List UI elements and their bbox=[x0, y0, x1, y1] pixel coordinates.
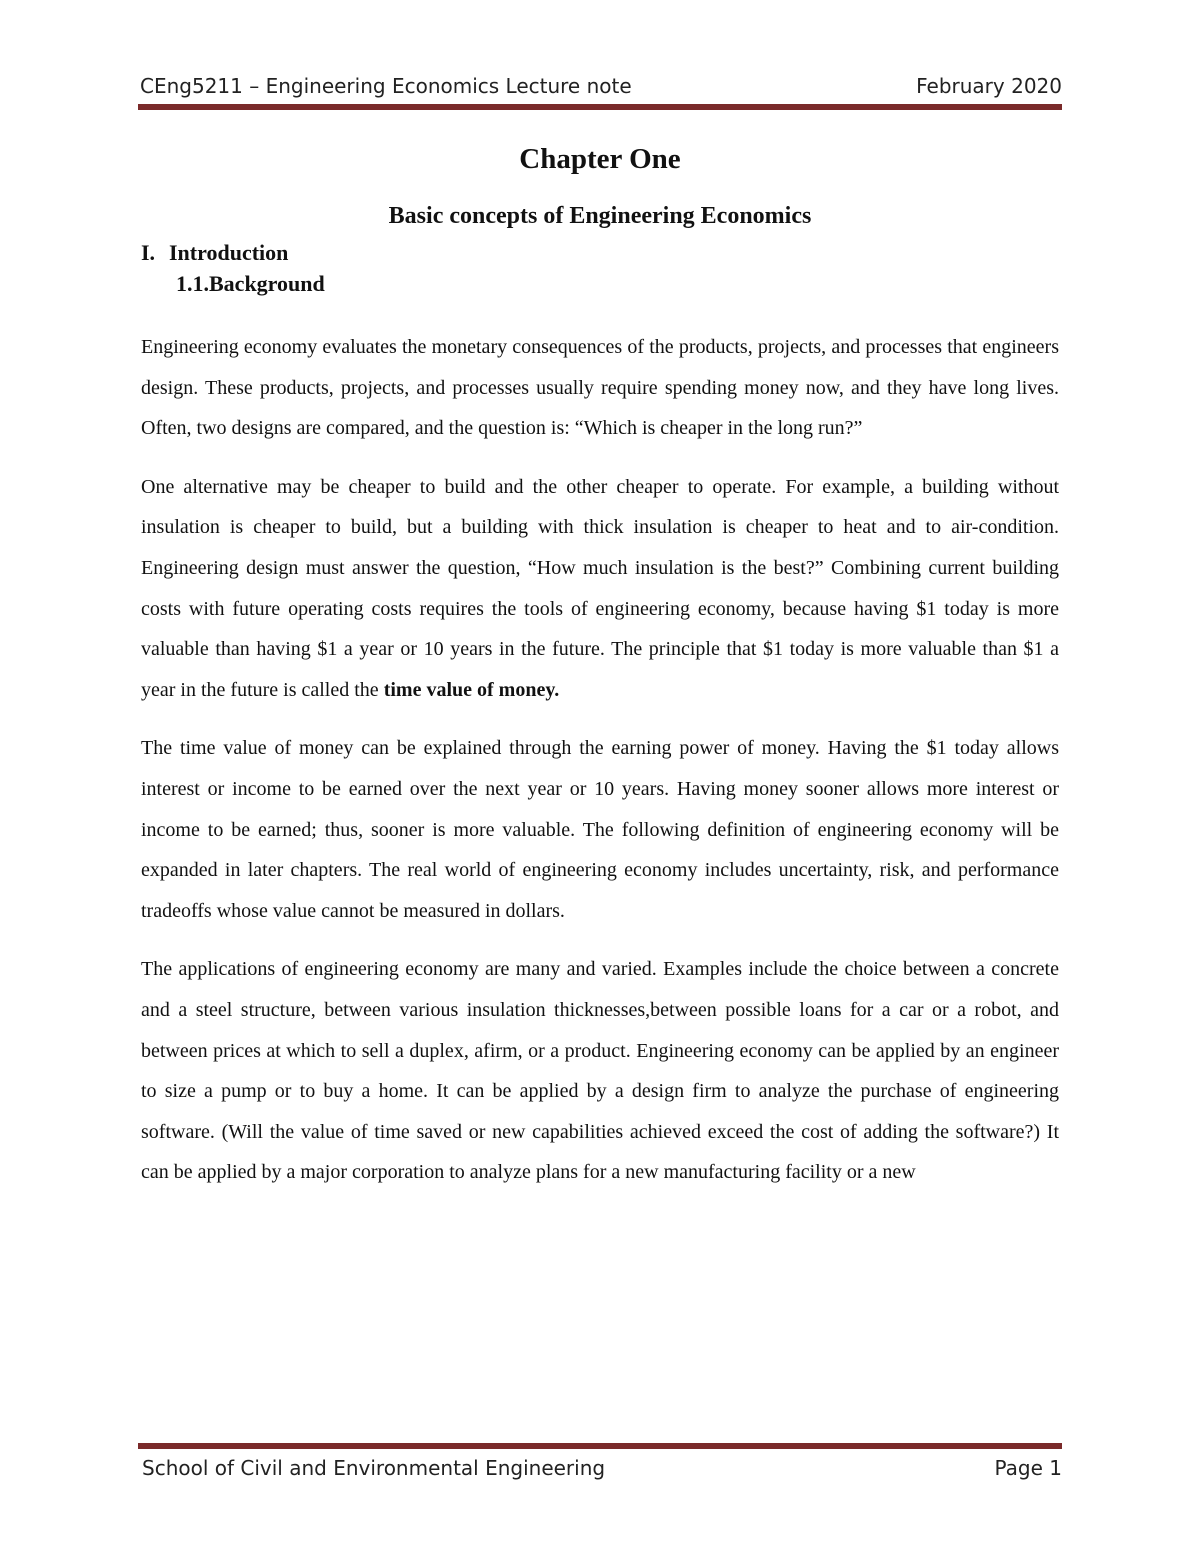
page-header bbox=[140, 72, 1062, 102]
time-value-term: time value of money. bbox=[383, 678, 560, 701]
page-footer bbox=[140, 1455, 1062, 1485]
paragraph-4: The applications of engineering economy are many and varied. Examples include the choice between a concrete and a steel structure, between various insulation thicknesses,between possible loans for a car or a robot, and between prices at which to sell a duplex, afirm, or a product. Engineering economy can be applied by an engineer to size a pump or to buy a home. It can be applied by a design firm to analyze the purchase of engineering software. (Will the value of time saved or new capabilities achieved exceed the cost of adding the software?) It can be applied by a major corporation to analyze plans for a new manufacturing facility or a new bbox=[141, 958, 1059, 1184]
page-number: Page 1 bbox=[994, 1456, 1062, 1480]
section-title: Introduction bbox=[169, 240, 289, 265]
chapter-title: Chapter One bbox=[519, 143, 681, 175]
header-date: February 2020 bbox=[916, 74, 1062, 98]
chapter-subtitle: Basic concepts of Engineering Economics bbox=[388, 203, 812, 229]
subsection-heading: 1.1.Background bbox=[176, 271, 325, 296]
header-rule bbox=[138, 104, 1062, 110]
section-number: I. bbox=[141, 240, 156, 265]
course-title: CEng5211 – Engineering Economics Lecture note bbox=[140, 74, 632, 98]
footer-rule bbox=[138, 1443, 1062, 1449]
section-heading bbox=[141, 240, 288, 266]
paragraph-2-text: One alternative may be cheaper to build and the other cheaper to operate. For example, a building without insulation is cheaper to build, but a building with thick insulation is cheaper to heat and to air-condition. Engineering design must answer the question, “How much insulation is the best?” Combining current building costs with future operating costs requires the tools of engineering economy, because having $1 today is more valuable than having $1 a year or 10 years in the future. The principle that $1 today is more valuable than $1 a year in the future is called the bbox=[141, 475, 1059, 701]
paragraph-1: Engineering economy evaluates the monetary consequences of the products, projects, and processes that engineers design. These products, projects, and processes usually require spending money now, and they have long lives. Often, two designs are compared, and the question is: “Which is cheaper in the long run?” bbox=[141, 336, 1059, 440]
body-text bbox=[141, 327, 1059, 1193]
paragraph-2 bbox=[141, 467, 1059, 711]
footer-school: School of Civil and Environmental Engineering bbox=[142, 1456, 606, 1480]
paragraph-3: The time value of money can be explained through the earning power of money. Having the $1 today allows interest or income to be earned over the next year or 10 years. Having money sooner allows more interest or income to be earned; thus, sooner is more valuable. The following definition of engineering economy will be expanded in later chapters. The real world of engineering economy includes uncertainty, risk, and performance tradeoffs whose value cannot be measured in dollars. bbox=[141, 737, 1059, 922]
